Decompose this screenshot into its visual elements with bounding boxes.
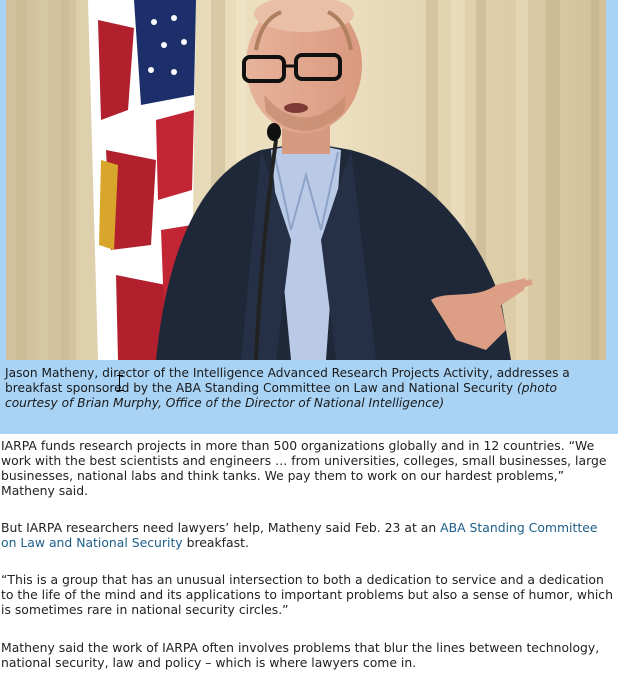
paragraph-2 [1,520,616,550]
caption-credit-close: , Office of the Director of National Intelligence) [158,396,445,410]
paragraph-2-text: But IARPA researchers need lawyers’ help, Matheny said Feb. 23 at an [1,520,441,535]
paragraph-2-tail: breakfast. [182,535,249,550]
paragraph-3: “This is a group that has an unusual intersection to both a dedication to service and a dedication to the life of the mind and its applications to important problems but also a sense of humor, which is sometimes rare in national security circles.” [1,572,613,617]
speaker-photo [6,0,606,360]
speaker-photo-image [6,0,606,360]
photo-caption [5,366,607,411]
text-cursor [119,375,121,391]
aba-committee-link[interactable]: ABA Standing Committee on Law and National Security [1,520,598,550]
caption-text: Jason Matheny, director of the Intelligence Advanced Research Projects Activity, addresses a breakfast sponsored by the ABA Standing Committee on Law and National Security [5,366,570,395]
caption-credit-open: (photo courtesy of Brian Murphy [5,381,557,410]
paragraph-4: Matheny said the work of IARPA often involves problems that blur the lines between technology, national security, law and policy – which is where lawyers come in. [1,640,600,670]
paragraph-1: IARPA funds research projects in more than 500 organizations globally and in 12 countries. “We work with the best scientists and engineers … from universities, colleges, small businesses, large businesses, national labs and think tanks. We pay them to work on our hardest problems,” Matheny said. [1,438,607,498]
